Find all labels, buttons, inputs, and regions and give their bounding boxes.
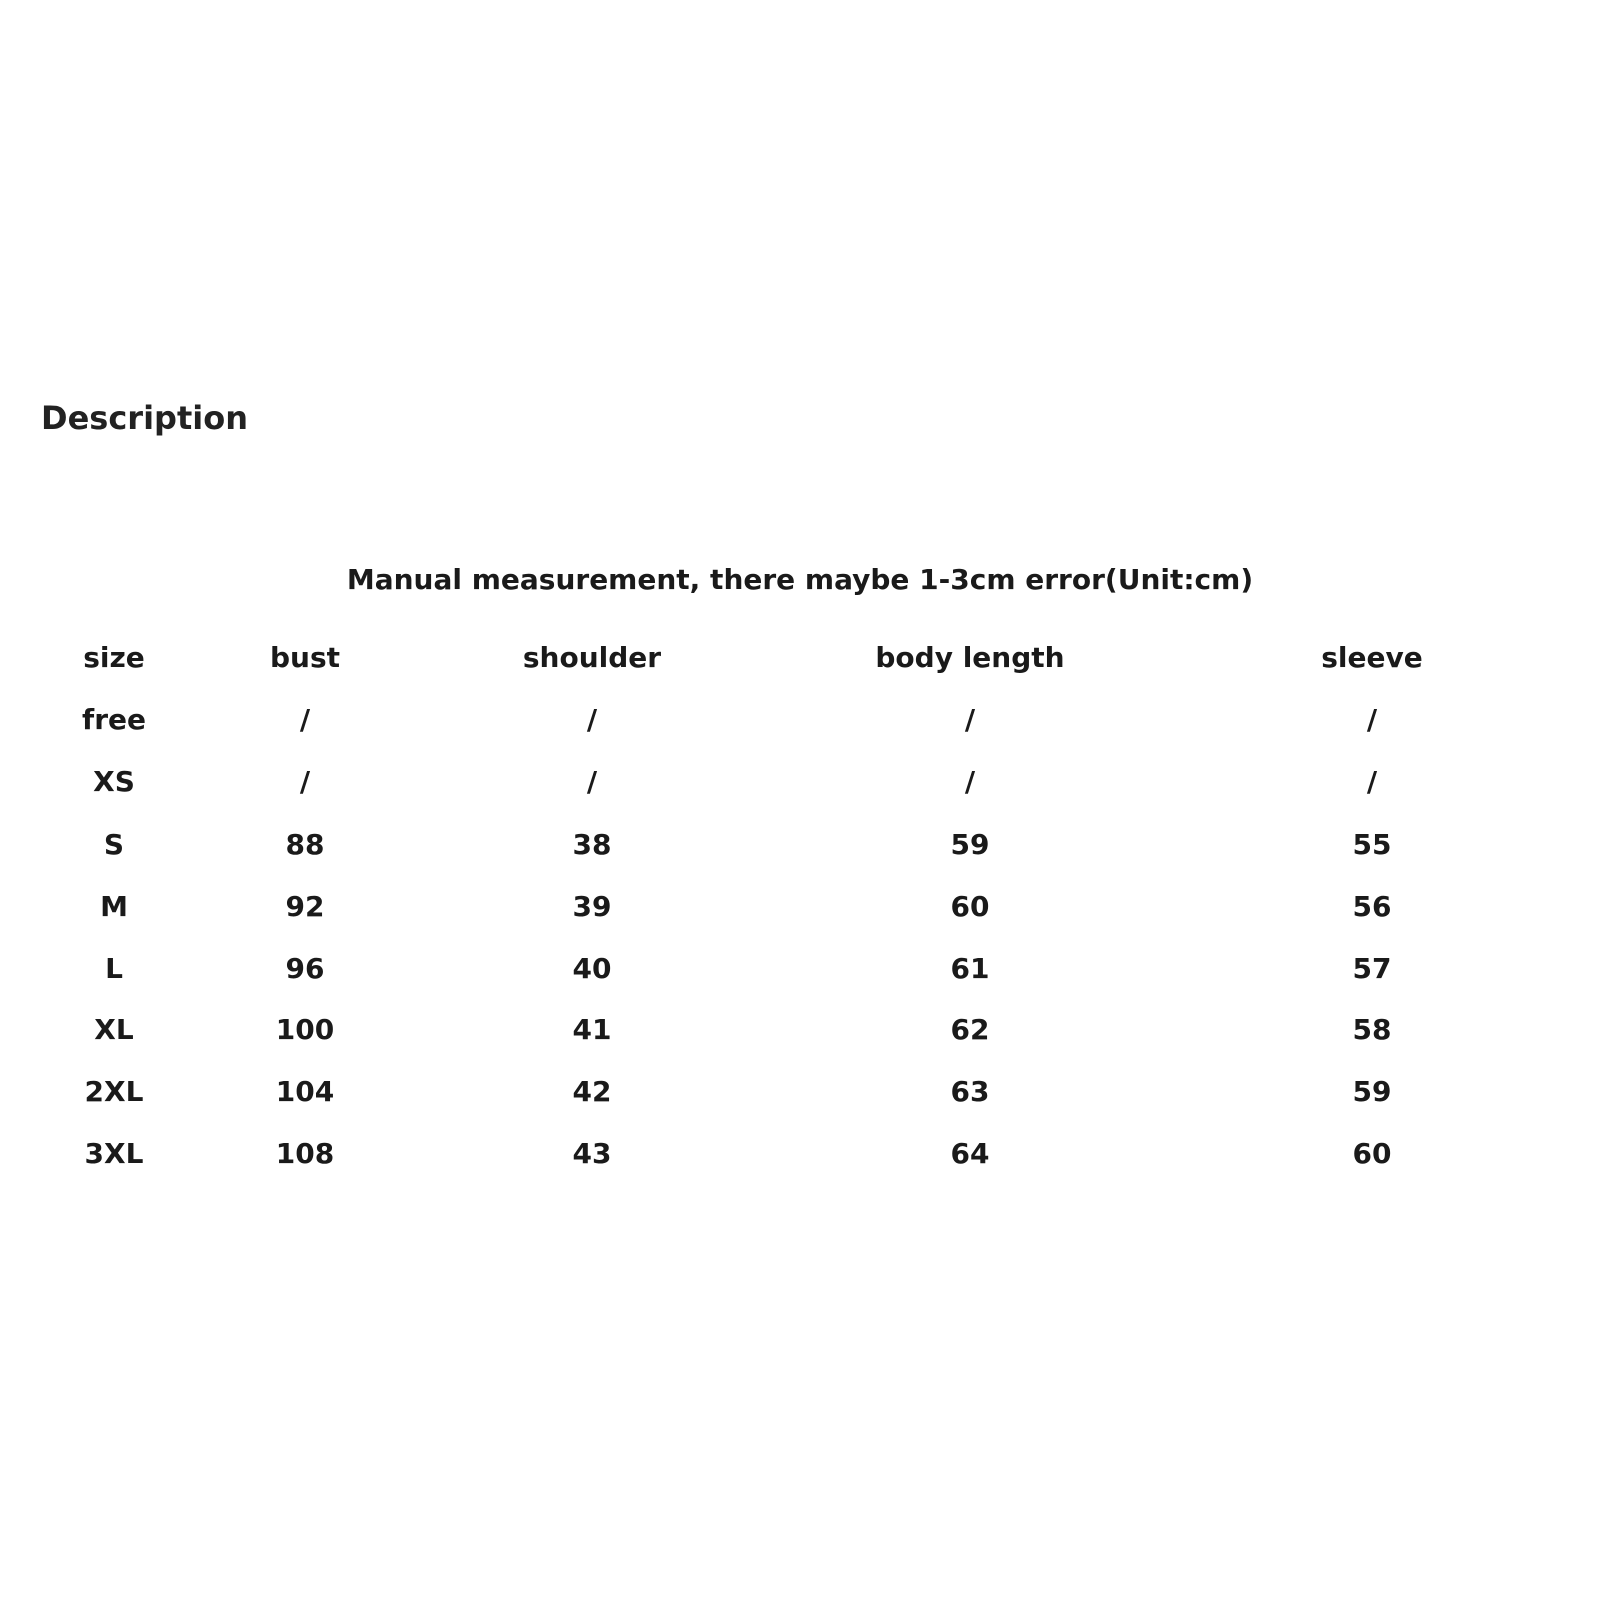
table-cell-bust: 92 (285, 890, 325, 923)
table-cell-sleeve: 57 (1352, 952, 1392, 985)
table-cell-sleeve: / (1366, 703, 1378, 736)
table-cell-shoulder: / (586, 703, 598, 736)
table-caption: Manual measurement, there maybe 1-3cm error(Unit:cm) (346, 563, 1254, 596)
table-cell-bust: 96 (285, 952, 325, 985)
table-cell-bust: 100 (275, 1013, 335, 1046)
table-cell-body-length: / (964, 765, 976, 798)
table-cell-shoulder: 38 (572, 828, 612, 861)
table-cell-sleeve: 59 (1352, 1075, 1392, 1108)
table-cell-sleeve: 55 (1352, 828, 1392, 861)
column-header-shoulder: shoulder (522, 641, 662, 674)
table-cell-sleeve: 60 (1352, 1137, 1392, 1170)
table-cell-shoulder: 39 (572, 890, 612, 923)
table-cell-body-length: 60 (950, 890, 990, 923)
column-header-size: size (83, 641, 145, 674)
column-header-body-length: body length (875, 641, 1065, 674)
table-cell-body-length: 62 (950, 1013, 990, 1046)
table-cell-shoulder: 41 (572, 1013, 612, 1046)
table-cell-size: L (105, 952, 123, 985)
table-cell-sleeve: 58 (1352, 1013, 1392, 1046)
table-cell-bust: / (299, 765, 311, 798)
table-cell-shoulder: 42 (572, 1075, 612, 1108)
table-cell-body-length: / (964, 703, 976, 736)
table-cell-size: 3XL (84, 1137, 144, 1170)
table-cell-bust: / (299, 703, 311, 736)
table-cell-shoulder: 40 (572, 952, 612, 985)
table-cell-bust: 88 (285, 828, 325, 861)
table-cell-bust: 108 (275, 1137, 335, 1170)
table-cell-size: XS (93, 765, 135, 798)
table-cell-size: M (100, 890, 128, 923)
table-cell-shoulder: 43 (572, 1137, 612, 1170)
page-title: Description (41, 399, 248, 437)
table-cell-size: 2XL (84, 1075, 144, 1108)
table-cell-body-length: 59 (950, 828, 990, 861)
table-cell-body-length: 61 (950, 952, 990, 985)
table-cell-bust: 104 (275, 1075, 335, 1108)
column-header-bust: bust (269, 641, 341, 674)
table-cell-sleeve: / (1366, 765, 1378, 798)
table-cell-size: XL (94, 1013, 134, 1046)
table-cell-size: free (82, 703, 146, 736)
table-cell-size: S (103, 828, 125, 861)
column-header-sleeve: sleeve (1321, 641, 1423, 674)
table-cell-shoulder: / (586, 765, 598, 798)
table-cell-sleeve: 56 (1352, 890, 1392, 923)
table-cell-body-length: 64 (950, 1137, 990, 1170)
table-cell-body-length: 63 (950, 1075, 990, 1108)
